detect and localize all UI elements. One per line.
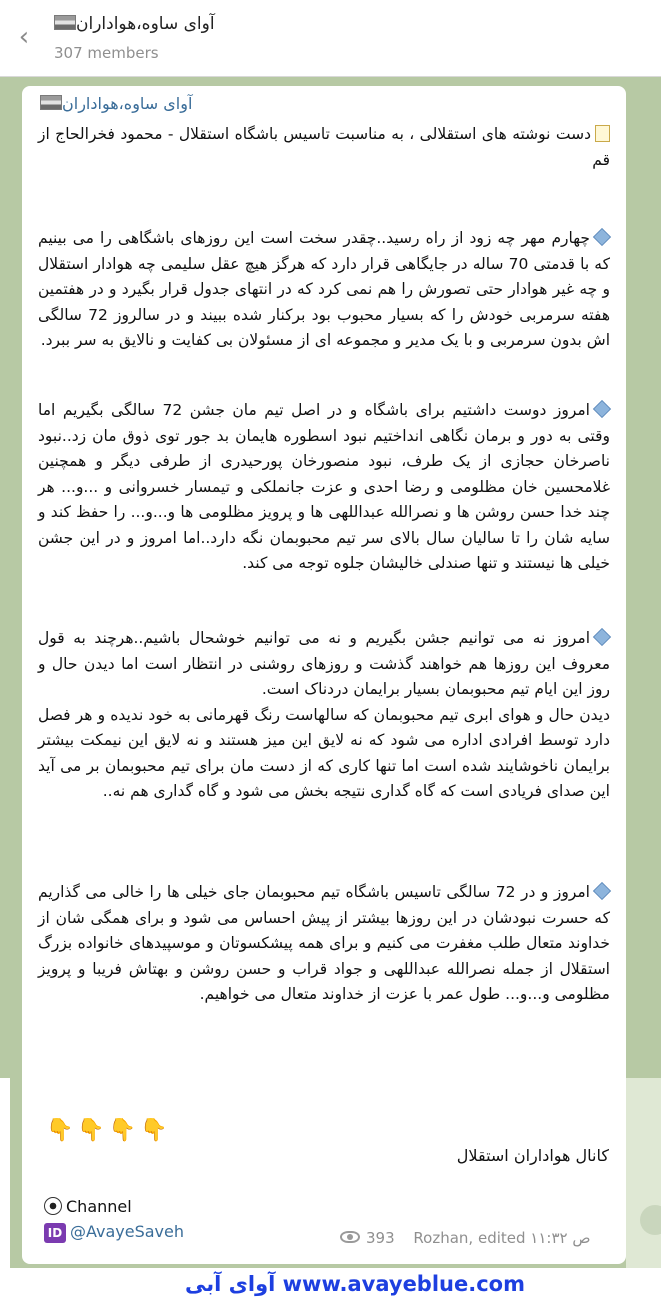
message-sender[interactable] bbox=[40, 94, 192, 113]
channel-title[interactable] bbox=[54, 14, 215, 34]
flag-icon bbox=[54, 15, 76, 30]
message-paragraph-3 bbox=[38, 626, 610, 805]
paragraph-text: امروز و در 72 سالگی تاسیس باشگاه تیم محبوبمان جای خیلی ها را خالی می گذاریم که حسرت نبودشان در این روزها بیشتر از پیش احساس می شود و برای همگی شان از خداوند متعال طلب مغفرت می کنیم و برای همه پیشکسوتان و موسپیدهای خانواده بزرگ استقلال از جمله نصرالله عبداللهی و جواد قراب و حسن روشن و بهتاش فریبا و پرویز مظلومی و...و... طول عمر با عزت از خداوند متعال می خواهیم. bbox=[38, 883, 610, 1003]
channel-handle-link[interactable] bbox=[44, 1222, 184, 1243]
flag-icon bbox=[40, 95, 62, 110]
channel-name-text: کانال هواداران استقلال bbox=[456, 1146, 609, 1165]
diamond-icon bbox=[593, 228, 611, 246]
back-arrow-icon[interactable]: ‹ bbox=[18, 22, 30, 52]
channel-title-text: آوای ساوه،هواداران bbox=[76, 14, 215, 34]
paragraph-text: دیدن حال و هوای ابری تیم محبوبمان که سالهاست رنگ قهرمانی به خود ندیده و هر فصل دارد توسط افرادی اداره می شود که نه لایق این میز هستند و نه لایق این نیمکت بیشتر برایمان ناخوشایند شده است اما تنها کاری که از دست مان برای تیم محبوبمان بر می آید این صدای فریادی است که گاه گداری نتیجه بخش می شود و گاه گداری هم نه.. bbox=[38, 705, 610, 800]
message-title-paragraph bbox=[38, 122, 610, 173]
left-margin-strip bbox=[0, 1078, 10, 1268]
channel-label-text: Channel bbox=[66, 1197, 132, 1216]
message-paragraph-2 bbox=[38, 398, 610, 577]
sender-name: آوای ساوه،هواداران bbox=[62, 94, 193, 113]
chat-header bbox=[0, 0, 661, 77]
paragraph-text: امروز دوست داشتیم برای باشگاه و در اصل تیم مان جشن 72 سالگی بگیریم اما وقتی به دور و برمان نگاهی انداختیم نبود اسطوره هایمان بد جور توی ذوق مان زد..نبود ناصرخان حجازی از یک طرف، نبود منصورخان پورحیدری از طرفی دیگر و همچنین غلامحسین خان مظلومی و رضا احدی و عزت جانملکی و تیمسار خسروانی و ...و... هر چند خدا حسن روشن ها و نصرالله عبداللهی ها و پرویز مظلومی ها و...و... را حفظ کند و سایه شان را تا سالیان سال بالای سر تیم محبوبمان نگه دارد..اما امروز و در این جشن خیلی ها نیستند و تنها صندلی خالیشان جلوه توجه می کند. bbox=[38, 401, 610, 572]
footer-link[interactable]: آوای آبی www.avayeblue.com bbox=[185, 1272, 525, 1296]
memo-icon bbox=[595, 125, 610, 142]
channel-label bbox=[44, 1197, 132, 1216]
paragraph-text: امروز نه می توانیم جشن بگیریم و نه می توانیم خوشحال باشیم..هرچند به قول معروف این روزها هم خواهند گذشت و روزهای روشنی در انتظار است اما دیدن حال و روز این ایام تیم محبوبمان بسیار برایمان دردناک است. bbox=[38, 629, 610, 698]
right-margin-strip bbox=[626, 1078, 661, 1268]
title-text: دست نوشته های استقلالی ، به مناسبت تاسیس باشگاه استقلال - محمود فخرالحاج از قم bbox=[38, 125, 610, 169]
soccer-ball-icon bbox=[44, 1197, 62, 1215]
diamond-icon bbox=[593, 628, 611, 646]
view-count: 393 bbox=[366, 1229, 395, 1247]
eye-icon bbox=[340, 1231, 360, 1243]
message-paragraph-1 bbox=[38, 226, 610, 354]
message-meta bbox=[340, 1229, 590, 1247]
message-paragraph-4 bbox=[38, 880, 610, 1008]
paragraph-text: چهارم مهر چه زود از راه رسید..چقدر سخت است این روزهای باشگاهی را می بینیم که با قدمتی 70 ساله در جایگاهی قرار دارد که هرگز هیچ عقل سلیمی چه هوادار استقلال و چه غیر هوادار حتی تصورش را هم نمی کرد که در انتهای جدول قرار بگیرد و در هفتمین هفته سرمربی خودش را که بسیار محبوب بود برکنار شده ببیند و در سالروز 72 سالگی اش بدون سرمربی و با یک مدیر و مجموعه ای از مسئولان بی کفایت و نالایق به سر ببرد. bbox=[38, 229, 610, 349]
channel-handle-text[interactable]: @AvayeSaveh bbox=[70, 1222, 185, 1241]
diamond-icon bbox=[593, 400, 611, 418]
pointing-down-icons: 👇👇👇👇 bbox=[46, 1118, 172, 1143]
member-count: 307 members bbox=[54, 44, 159, 62]
diamond-icon bbox=[593, 882, 611, 900]
edited-timestamp: Rozhan, edited ۱۱:۳۲ ص bbox=[413, 1229, 591, 1247]
id-icon: ID bbox=[44, 1223, 66, 1243]
